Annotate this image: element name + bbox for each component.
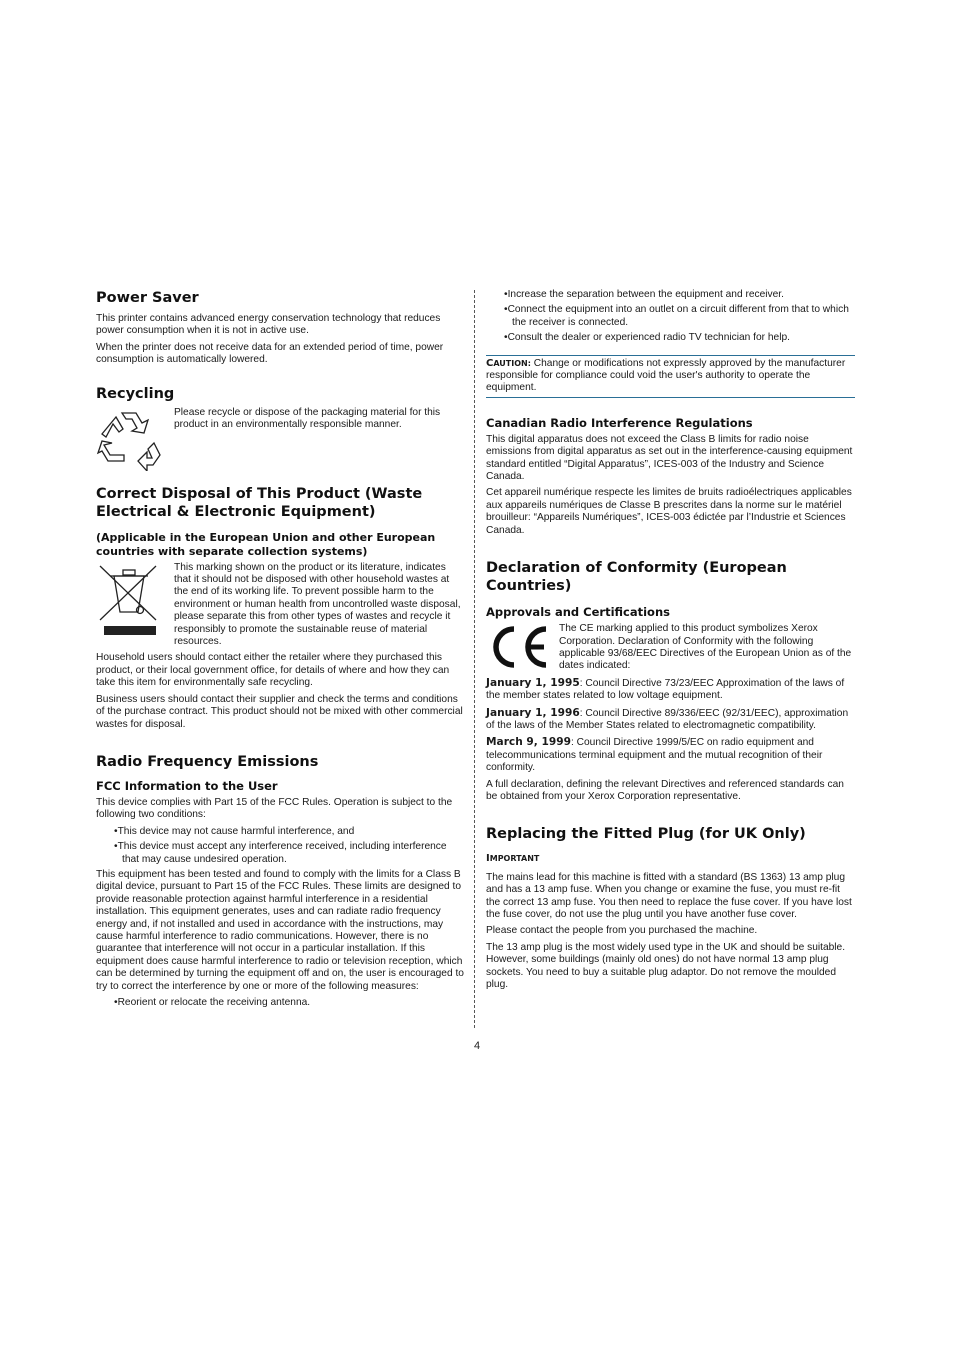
recycling-block [96, 407, 464, 471]
directive-1999: March 9, 1999: Council Directive 1999/5/EC on radio equipment and telecommunications terminal equipment and the mutual recognition of their conformity. [486, 736, 823, 774]
recycling-text: Please recycle or dispose of the packaging material for this product in an environmentally responsible manner. [174, 406, 441, 431]
full-declaration-paragraph: A full declaration, defining the relevant Directives and referenced standards can be obtained from your Xerox Corporation representative. [486, 778, 844, 802]
rf-heading: Radio Frequency Emissions [96, 753, 319, 770]
plug-heading: Replacing the Fitted Plug (for UK Only) [486, 826, 806, 843]
fcc-subheading: FCC Information to the User [96, 778, 278, 793]
date-1996: January 1, 1996 [486, 706, 580, 719]
ce-block [486, 623, 855, 677]
weee-subheading: (Applicable in the European Union and other European countries with separate collection systems) [96, 530, 436, 558]
plug-paragraph-3: The 13 amp plug is the most widely used type in the UK and should be suitable. However, some buildings (mainly old ones) do not have normal 13 amp plug sockets. You need to buy a suitable plug adaptor. Do not remove the moulded plug. [486, 941, 846, 991]
weee-text: This marking shown on the product or its literature, indicates that it should not be disposed with other household wastes at the end of its working life. To prevent possible harm to the environment or human health from uncontrolled waste disposal, please separate this from other types of wastes and recycle it responsibly to promote the sustainable reuse of material resources. [174, 561, 461, 648]
date-1995: January 1, 1995 [486, 676, 580, 689]
right-column [486, 289, 855, 995]
left-column [96, 289, 464, 1012]
date-1999: March 9, 1999 [486, 736, 571, 749]
rf-bullet-different-outlet: •Connect the equipment into an outlet on a circuit different from that to which the receiver is connected. [504, 304, 849, 328]
directive-1996: January 1, 1996: Council Directive 89/336/EEC (92/31/EEC), approximation of the laws of the Member States related to electromagnetic compatibility. [486, 706, 849, 731]
canadian-paragraph-french: Cet appareil numérique respecte les limites de bruits radioélectriques applicables aux appareils numériques de Classe B prescrites dans la norme sur le matériel brouilleur: “Appareils Numériques”, ICES-003 édictée par l’Industrie et Sciences Canada. [486, 487, 852, 536]
caution-paragraph [486, 358, 855, 395]
power-saver-paragraph-2: When the printer does not receive data for an extended period of time, power consumption is automatically lowered. [96, 341, 444, 366]
conformity-heading: Declaration of Conformity (European Countries) [486, 560, 787, 595]
plug-paragraph-1: The mains lead for this machine is fitted with a standard (BS 1363) 13 amp plug and has a 13 amp fuse. When you change or examine the fuse, you must re-fit the correct 13 amp fuse. You then need to replace the fuse cover. If you have lost the fuse cover, do not use the plug until you have another fuse cover. [486, 871, 852, 920]
approvals-subheading: Approvals and Certifications [486, 605, 670, 620]
plug-paragraph-2: Please contact the people from you purchased the machine. [486, 925, 758, 937]
rf-bullet-consult-dealer: •Consult the dealer or experienced radio TV technician for help. [504, 332, 790, 344]
fcc-paragraph-2: This equipment has been tested and found to comply with the limits for a Class B digital device, pursuant to Part 15 of the FCC Rules. These limits are designed to provide reasonable protection against harmful interference in a residential installation. This equipment generates, uses and can radiate radio frequency energy and, if not installed and used in accordance with the instructions, may cause harmful interference to radio communications. However, there is no guarantee that interference will not occur in a particular installation. If this equipment does cause harmful interference to radio or television reception, which can be determined by turning the equipment off and on, the user is encouraged to try to correct the interference by one or more of the following measures: [96, 868, 464, 992]
page-number: 4 [473, 1040, 481, 1052]
fcc-bullet-2: •This device must accept any interference received, including interference that may cause undesired operation. [114, 841, 447, 865]
rf-bullet-increase-separation: •Increase the separation between the equipment and receiver. [504, 289, 784, 300]
recycling-heading: Recycling [96, 385, 175, 402]
ce-mark-icon [486, 623, 559, 673]
weee-heading: Correct Disposal of This Product (Waste Electrical & Electronic Equipment) [96, 485, 423, 520]
weee-household-paragraph: Household users should contact either the retailer where they purchased this product, or their local government office, for details of where and how they can take this item for environmentally safe recycling. [96, 652, 450, 689]
fcc-bullet-3: •Reorient or relocate the receiving antenna. [114, 997, 311, 1008]
crossed-bin-icon [96, 562, 174, 640]
fcc-paragraph-1: This device complies with Part 15 of the FCC Rules. Operation is subject to the following two conditions: [96, 796, 453, 821]
important-label: IMPORTANT [486, 853, 540, 865]
power-saver-heading: Power Saver [96, 290, 199, 306]
power-saver-paragraph-1: This printer contains advanced energy conservation technology that reduces power consumption when it is not in active use. [96, 313, 441, 337]
directive-1995: January 1, 1995: Council Directive 73/23/EEC Approximation of the laws of the member states related to low voltage equipment. [486, 676, 845, 702]
ce-text: The CE marking applied to this product symbolizes Xerox Corporation. Declaration of Conformity with the following applicable 93/68/EEC Directives of the European Union as of the dates indicated: [559, 623, 852, 672]
caution-text: Change or modifications not expressly approved by the manufacturer responsible for compliance could void the user's authority to operate the equipment. [486, 357, 846, 394]
caution-box [486, 355, 855, 398]
caution-label: CAUTION: [486, 357, 531, 369]
canadian-heading: Canadian Radio Interference Regulations [486, 415, 753, 430]
recycle-icon [96, 407, 174, 471]
weee-business-paragraph: Business users should contact their supplier and check the terms and conditions of the purchase contract. This product should not be mixed with other commercial wastes for disposal. [96, 693, 463, 730]
weee-block [96, 562, 464, 653]
fcc-bullet-1: •This device may not cause harmful interference, and [114, 825, 355, 837]
column-divider [474, 290, 475, 1028]
canadian-paragraph-english: This digital apparatus does not exceed the Class B limits for radio noise emissions from digital apparatus as set out in the interference-causing equipment standard entitled “Digital Apparatus”, ICES-003 of the Industry and Science Canada. [486, 433, 853, 483]
